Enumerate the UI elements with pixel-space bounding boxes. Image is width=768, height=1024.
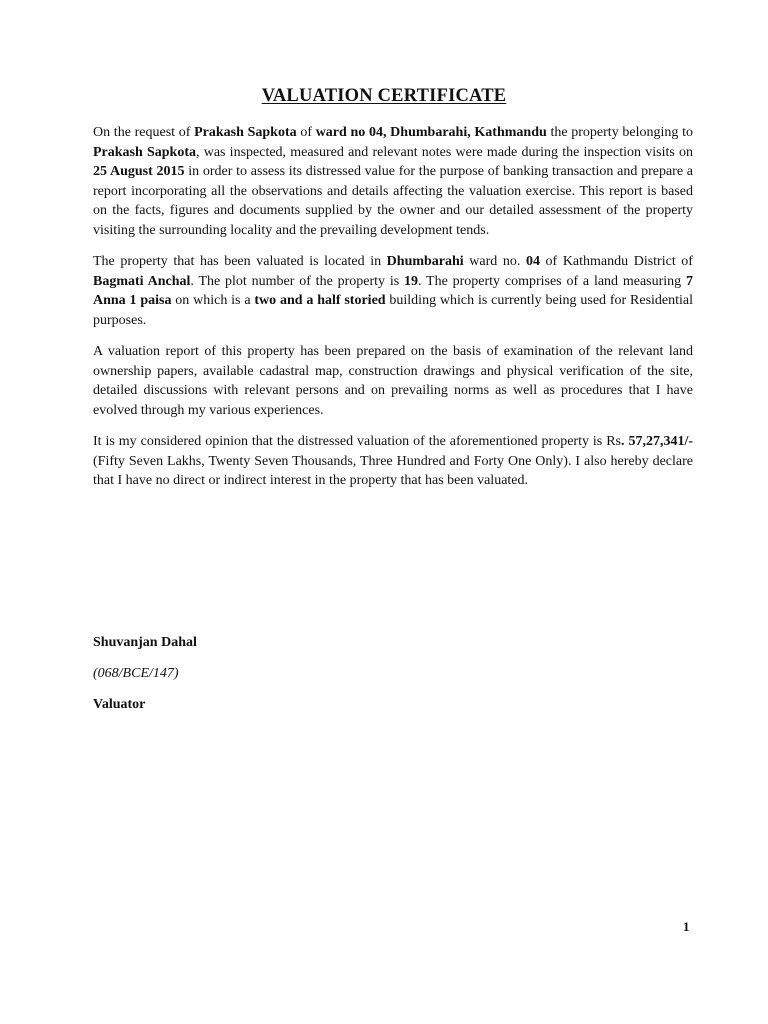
building-type: two and a half storied — [254, 293, 386, 308]
text: in order to assess its distressed value for the purpose of banking transaction and prepare a report incorporating all the observations and details affecting the valuation exercise. This report is based on the facts, figures and documents supplied by the owner and our detailed assessment of the property visiting the surrounding locality and the prevailing development tends. — [93, 164, 693, 238]
text: . The plot number of the property is — [190, 273, 404, 289]
inspection-date: 25 August 2015 — [93, 164, 185, 179]
certificate-body — [93, 123, 693, 503]
page-number: 1 — [683, 919, 690, 934]
text: , was inspected, measured and relevant notes were made during the inspection visits on — [196, 144, 693, 160]
paragraph-opinion — [93, 432, 693, 491]
land-area: 7 Anna 1 paisa — [93, 273, 693, 308]
property-location: Dhumbarahi — [386, 254, 464, 269]
currency-dot: . — [621, 434, 625, 449]
zone-name: Bagmati Anchal — [93, 273, 191, 289]
text: The property that has been valuated is located in — [93, 254, 387, 269]
signatory-role: Valuator — [93, 697, 146, 712]
text: . The property comprises of a land measuring — [417, 273, 686, 289]
page-title: VALUATION CERTIFICATE — [261, 86, 507, 106]
text: (Fifty Seven Lakhs, Twenty Seven Thousands, Three Hundred and Forty One Only). I also hereby declare that I have no direct or indirect interest in the property that has been valuated. — [93, 453, 693, 488]
signatory-registration: (068/BCE/147) — [93, 666, 179, 681]
signatory-name: Shuvanjan Dahal — [93, 635, 197, 650]
ward-number: 04 — [525, 254, 540, 269]
plot-number: 19 — [403, 273, 418, 289]
paragraph-basis: A valuation report of this property has been prepared on the basis of examination of the relevant land ownership papers, available cadastral map, construction drawings and physical verification of the site, detailed discussions with relevant persons and on prevailing norms as well as procedures that I have evolved through my various experiences. — [93, 344, 693, 418]
owner-name: Prakash Sapkota — [93, 144, 197, 160]
requester-name: Prakash Sapkota — [194, 125, 297, 140]
paragraph-request — [93, 123, 693, 240]
paragraph-property — [93, 252, 693, 330]
requester-address: ward no 04, Dhumbarahi, Kathmandu — [315, 125, 547, 140]
text: of — [296, 125, 316, 140]
text: of Kathmandu District of — [539, 254, 693, 269]
text: It is my considered opinion that the distressed valuation of the aforementioned property is Rs — [93, 434, 621, 449]
text: the property belonging to — [546, 125, 693, 140]
text: on which is a — [171, 293, 255, 308]
text: ward no. — [463, 254, 526, 269]
text: building which is currently being used for Residential purposes. — [93, 293, 694, 328]
text: On the request of — [93, 125, 195, 140]
valuation-amount: 57,27,341/- — [624, 434, 693, 449]
